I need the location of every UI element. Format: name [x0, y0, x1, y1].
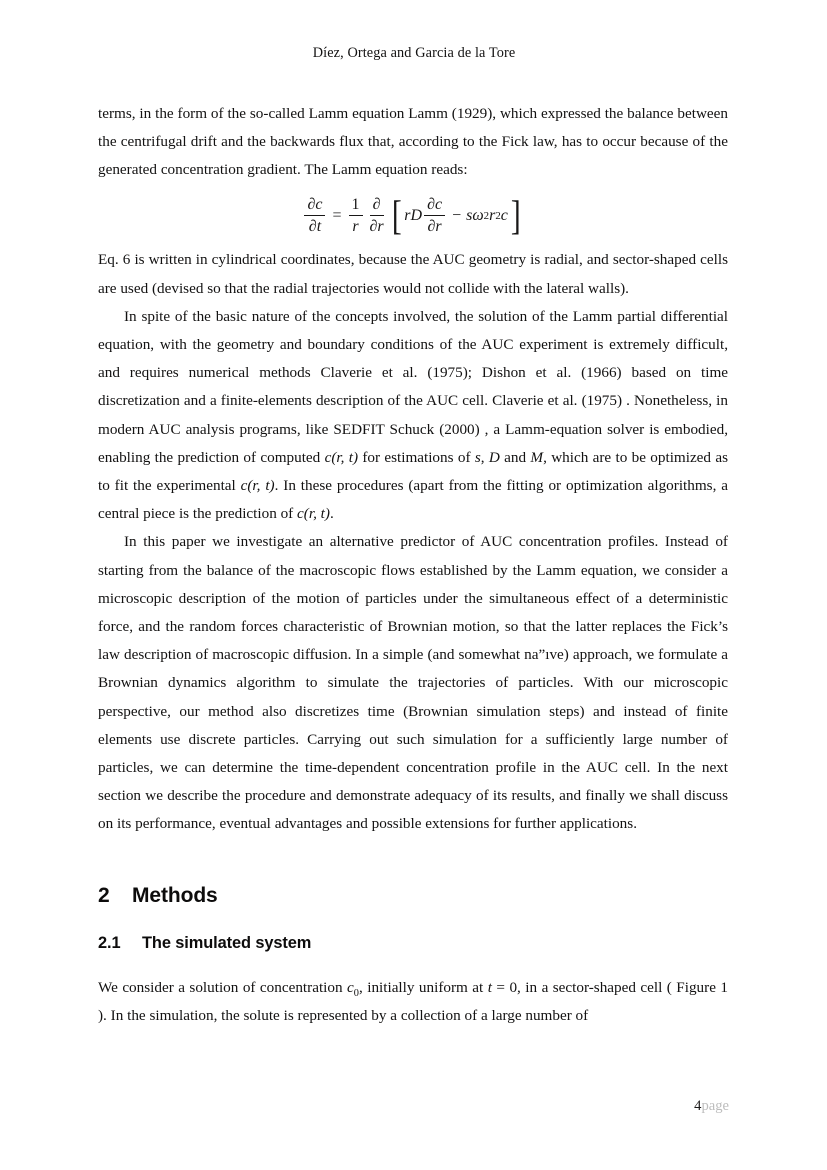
- p3-symbol-M: M: [530, 448, 544, 466]
- p5-segment-b: , initially uniform at: [358, 978, 488, 996]
- eq-d-denominator: ∂r: [369, 217, 384, 235]
- p5-segment-a: We consider a solution of concentration: [98, 978, 348, 996]
- page-content: [98, 100, 728, 1030]
- p3-c-r-t-1: c(r, t): [324, 448, 358, 466]
- p3-segment-d: and: [499, 448, 531, 466]
- partial-over-partial-r-fraction: [367, 196, 387, 236]
- lamm-equation: $\frac{\partial c}{\partial t}$ = $\frac{1}{r}$ $\frac{\partial}{\partial r}$ [ rD $\frac{\partial c}{\partial r}$ − s ω 2 r 2 c ]: [302, 196, 523, 236]
- section-number: 2: [98, 883, 110, 907]
- paragraph-this-paper: In this paper we investigate an alternative predictor of AUC concentration profiles. Instead of starting from the balance of the macroscopic flows established by the Lamm equation, we consider a microscopic description of the motion of particles under the simultaneous effect of a deterministic force, and the random forces characteristic of Brownian motion, so that the latter replaces the Fick’s law description of macroscopic diffusion. In a simple (and somewhat na”ıve) approach, we formulate a Brownian dynamics algorithm to simulate the trajectories of particles. With our microscopic perspective, our method also discretizes time (Brownian simulation steps) and instead of finite elements use discrete particles. Carrying out such simulation for a sufficiently large number of particles, we can determine the time-dependent concentration profile in the AUC cell. In the next section we describe the procedure and demonstrate adequacy of its results, and finally we shall discuss on its performance, eventual advantages and possible extensions for further applications.: [98, 533, 728, 833]
- section-heading-methods: [98, 884, 728, 908]
- eq-r: r: [352, 217, 359, 235]
- subsection-number: 2.1: [98, 933, 121, 952]
- eq-s: s: [466, 206, 473, 224]
- eq-rD: rD: [404, 206, 423, 224]
- paragraph-simulated-system: [98, 974, 728, 1030]
- p5-segment-c: = 0, in a sector-shaped cell ( Figure 1 ). In the simulation, the solute is represented by a collection of a large number of: [98, 978, 729, 1024]
- equation-lamm-block: [98, 191, 728, 238]
- spacer-before-subsection: [98, 908, 728, 934]
- partial-c-partial-t-fraction: [304, 196, 325, 236]
- p3-segment-g: .: [329, 505, 334, 523]
- paragraph-eq6-cylindrical: Eq. 6 is written in cylindrical coordinates, because the AUC geometry is radial, and sector-shaped cells are used (devised so that the radial trajectories would not collide with the lateral walls).: [98, 251, 728, 297]
- p5-symbol-c0: c: [347, 978, 354, 996]
- eq-minus-sign: −: [452, 206, 462, 224]
- partial-c-partial-r-fraction: [424, 196, 445, 236]
- spacer-before-section: [98, 839, 728, 884]
- p3-segment-f: . In these procedures (apart from the fitting or optimization algorithms, a central piece is the prediction of: [98, 477, 728, 523]
- subsection-title: The simulated system: [142, 933, 312, 952]
- spacer-before-paragraph: [98, 953, 728, 974]
- eq-one: 1: [349, 196, 363, 216]
- eq-lhs-numerator: ∂c: [304, 196, 325, 216]
- eq-lhs-denominator: ∂t: [308, 217, 322, 235]
- eq-omega: ω: [472, 206, 484, 224]
- eq-inner-denominator: ∂r: [427, 217, 442, 235]
- p3-segment-c: ,: [480, 448, 489, 466]
- p3-segment-a: In spite of the basic nature of the concepts involved, the solution of the Lamm partial differential equation, with the geometry and boundary conditions of the AUC experiment is extremely difficult, and requires numerical methods Claverie et al. (1975); Dishon et al. (1966) based on time discretization and a finite-elements description of the AUC cell. Claverie et al. (1975) . Nonetheless, in modern AUC analysis programs, like SEDFIT Schuck (2000) , a Lamm-equation solver is embodied, enabling the prediction of computed: [98, 307, 728, 466]
- p3-symbol-D: D: [488, 448, 500, 466]
- footer-page-number: 4: [694, 1098, 702, 1114]
- one-over-r-fraction: [349, 196, 363, 236]
- paragraph-lamm-intro: terms, in the form of the so-called Lamm equation Lamm (1929), which expressed the balance between the centrifugal drift and the backwards flux that, according to the Fick law, has to occur because of the generated concentration gradient. The Lamm equation reads:: [98, 105, 728, 179]
- eq-d-numerator: ∂: [370, 196, 384, 216]
- eq-r-squared: r: [489, 206, 496, 224]
- eq-c: c: [500, 206, 508, 224]
- p5-symbol-c0-subscript: 0: [353, 987, 359, 999]
- section-title: Methods: [132, 883, 218, 907]
- bracket-open: [: [391, 191, 402, 238]
- bracket-close: ]: [510, 191, 521, 238]
- page-footer: [0, 1098, 827, 1115]
- eq-equals-sign: =: [332, 206, 342, 224]
- running-head: Díez, Ortega and Garcia de la Tore: [312, 45, 516, 61]
- p5-symbol-t: t: [487, 978, 492, 996]
- p3-c-r-t-2: c(r, t): [240, 477, 275, 495]
- p3-c-r-t-3: c(r, t): [297, 505, 330, 523]
- subsection-heading-simulated-system: [98, 934, 728, 953]
- p3-segment-b: for estimations of: [358, 448, 475, 466]
- paragraph-lamm-difficulty: [98, 303, 728, 529]
- p3-symbol-s: s: [474, 448, 481, 466]
- p3-segment-e: , which are to be optimized as to fit the experimental: [98, 448, 728, 495]
- footer-page-word: page: [701, 1098, 729, 1114]
- eq-inner-numerator: ∂c: [424, 196, 445, 216]
